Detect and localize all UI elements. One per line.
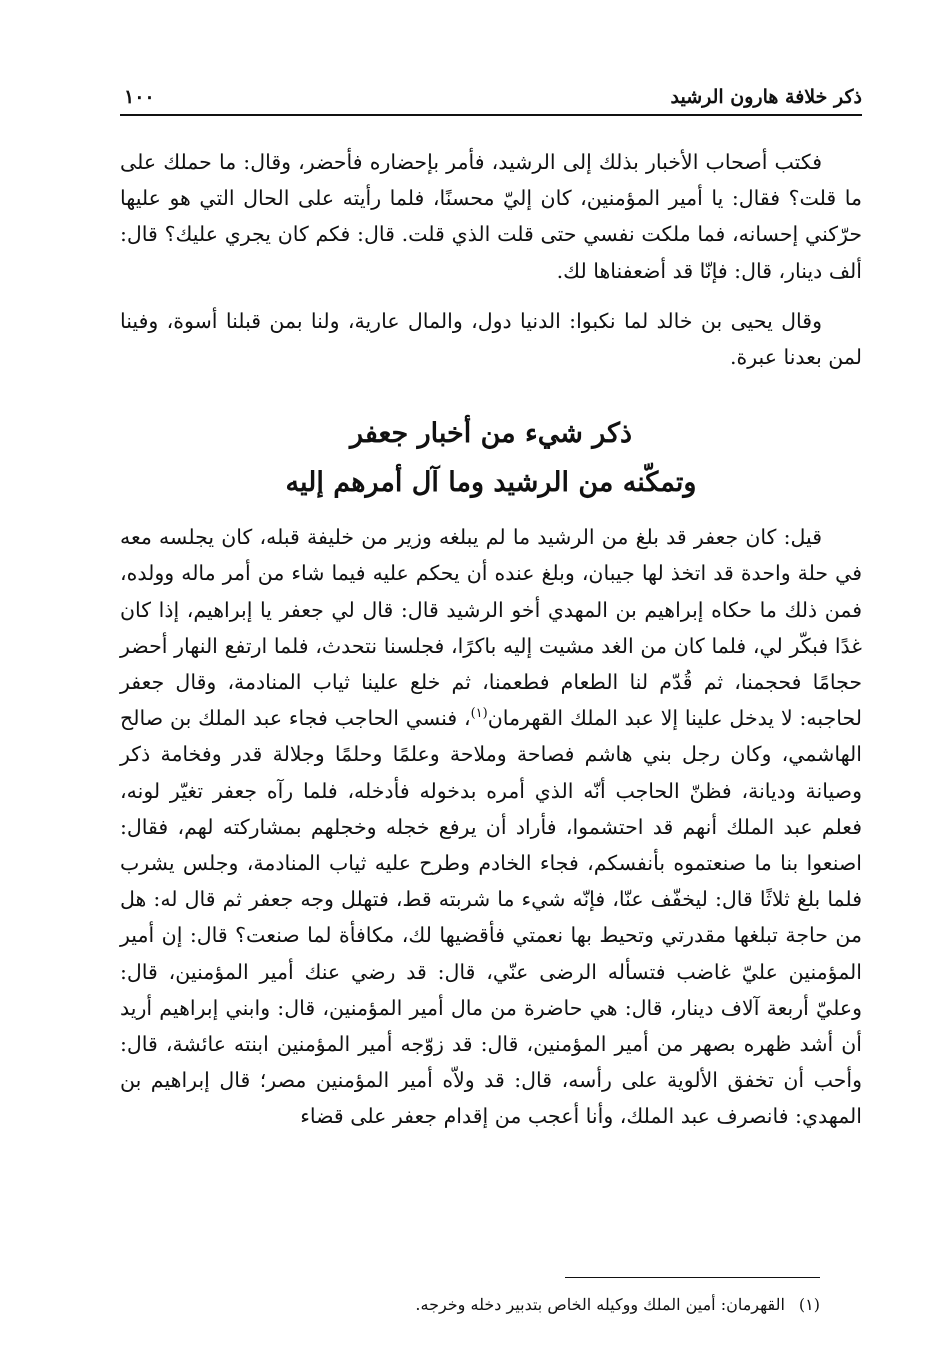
book-page [120, 84, 862, 1135]
page-number: ١٠٠ [124, 86, 155, 108]
paragraph-yahya-saying: وقال يحيى بن خالد لما نكبوا: الدنيا دول، والمال عارية، ولنا بمن قبلنا أسوة، وفينا لمن بعدنا عبرة. [120, 308, 862, 370]
section-heading [120, 409, 862, 507]
section-heading-line-1: ذكر شيء من أخبار جعفر [349, 418, 633, 450]
footnote-reference[interactable]: (١) [470, 706, 488, 722]
footnote-text: القهرمان: أمين الملك ووكيله الخاص بتدبير دخله وخرجه. [415, 1295, 785, 1314]
running-title: ذكر خلافة هارون الرشيد [670, 86, 862, 108]
footnote-divider [565, 1277, 820, 1278]
footnote-marker: (١) [798, 1295, 820, 1314]
jafar-story-part-2: ، فنسي الحاجب فجاء عبد الملك بن صالح الهاشمي، وكان رجل بني هاشم فصاحة وملاحة وعلمًا وحلمًا وجلالة قدر وفخامة ذكر وصيانة وديانة، فظنّ الحاجب أنّه الذي أمره بدخوله فأدخله، فلما رآه جعفر تغيّر لونه، فعلم عبد الملك أنهم قد احتشموا، فأراد أن يرفع خجله وخجلهم بمشاركته لهم، فقال: اصنعوا بنا ما صنعتموه بأنفسكم، فجاء الخادم وطرح عليه ثياب المنادمة، وجلس يشرب فلما بلغ ثلاثًا قال: ليخفّف عنّا، فإنّه شيء ما شربته قط، فتهلل وجه جعفر ثم قال له: هل من حاجة تبلغها مقدرتي وتحيط بها نعمتي فأقضيها لك، مكافأة لما صنعت؟ قال: إن أمير المؤمنين عليّ غاضب فتسأله الرضى عنّي، قال: قد رضي عنك أمير المؤمنين، قال: وعليّ أربعة آلاف دينار، قال: هي حاضرة من مال أمير المؤمنين، قال: وابني إبراهيم أريد أن أشد ظهره بصهر من أمير المؤمنين، قال: قد زوّجه أمير المؤمنين ابنته عائشة، قال: وأحب أن تخفق الألوية على رأسه، قال: قد ولاّه أمير المؤمنين مصر؛ قال إبراهيم بن المهدي: فانصرف عبد الملك، وأنا أعجب من إقدام جعفر على قضاء [120, 706, 862, 1129]
footnote [78, 1292, 820, 1318]
paragraph-jafar-story [120, 519, 862, 1134]
jafar-story-part-1: قيل: كان جعفر قد بلغ من الرشيد ما لم يبلغه وزير من خليفة قبله، كان يجلسه معه في حلة واحدة قد اتخذ لها جيبان، وبلغ عنده أن يحكم عليه فيما شاء من أمر ماله وولده، فمن ذلك ما حكاه إبراهيم بن المهدي أخو الرشيد قال: قال لي جعفر يا إبراهيم، إذا كان غدًا فبكّر لي، فلما كان من الغد مشيت إليه باكرًا، فجلسنا نتحدث، فلما ارتفع النهار أحضر حجامًا فحجمنا، ثم قُدّم لنا الطعام فطعمنا، ثم خلع علينا ثياب المنادمة، وقال جعفر لحاجبه: لا يدخل علينا إلا عبد الملك القهرمان [120, 525, 862, 731]
section-heading-line-2: وتمكّنه من الرشيد وما آل أمرهم إليه [285, 467, 697, 499]
paragraph-poet-reward: فكتب أصحاب الأخبار بذلك إلى الرشيد، فأمر بإحضاره فأحضر، وقال: ما حملك على ما قلت؟ فقال: يا أمير المؤمنين، كان إليّ محسنًا، فلما رأيته على الحال التي هو عليها حرّكني إحسانه، فما ملكت نفسي حتى قلت الذي قلت. قال: فكم كان يجري عليك؟ قال: ألف دينار، قال: فإنّا قد أضعفناها لك. [120, 150, 862, 283]
running-header [120, 84, 862, 116]
